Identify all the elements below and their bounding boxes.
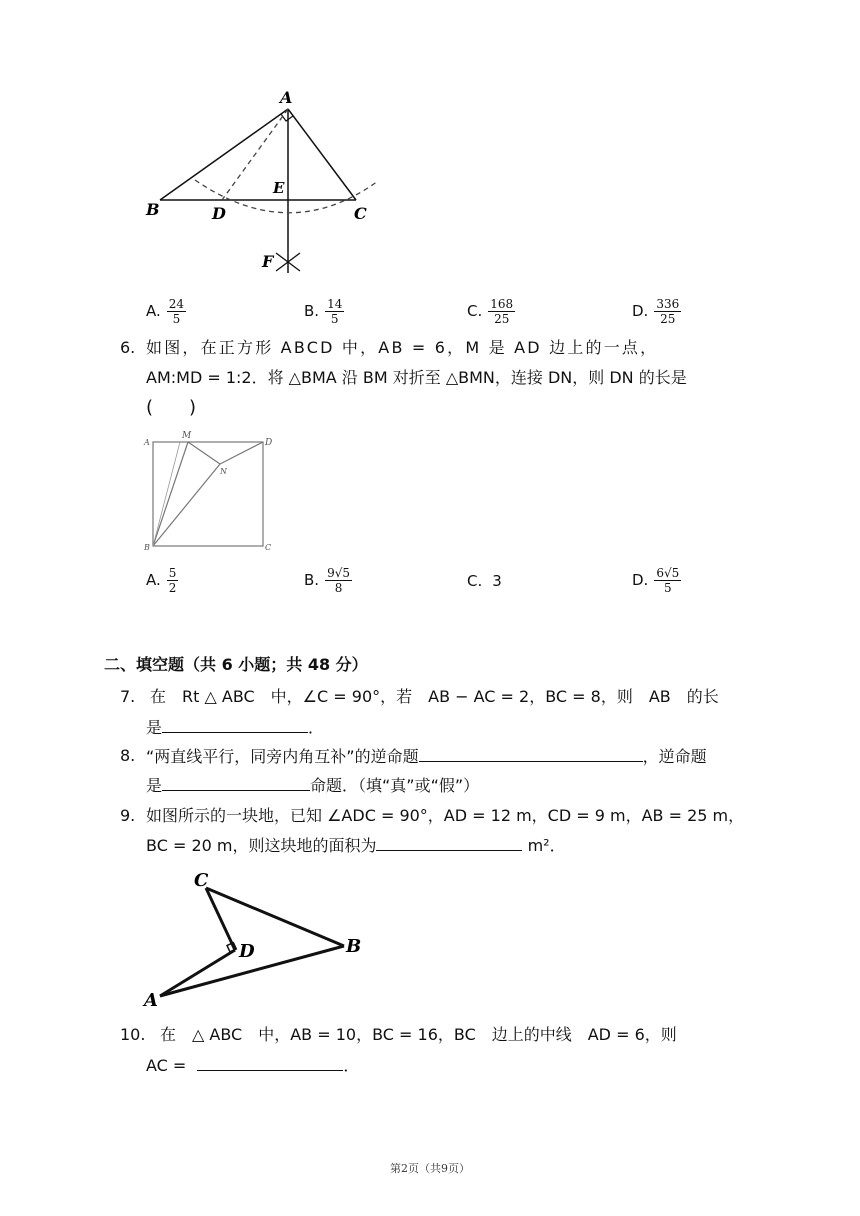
label-d: D [212,204,226,223]
fraction: $\frac{9√5}{8}$ [327,566,350,595]
q6-answer-paren: ( ) [146,397,197,418]
option-letter: B. [304,302,320,320]
square-abcd [153,442,263,546]
label-b: B [144,543,150,552]
q5-figure [140,85,390,275]
section-title: 二、填空题（共 6 小题；共 48 分） [104,655,368,674]
q5-option-b [304,297,344,326]
option-letter: B. [304,571,320,589]
label-n: N [220,467,227,476]
q9-number: 9. [120,806,136,825]
option-letter: D. [632,571,649,589]
q7-line1: 在 Rt △ ABC 中，∠C = 90°，若 AB − AC = 2，BC = 8，则 AB 的长 [150,687,719,706]
label-b: B [146,200,160,219]
option-letter: D. [632,302,649,320]
label-f: F [262,252,274,271]
q8-line2: 是 命题．（填“真”或“假”） [146,776,480,795]
q6-figure [140,428,280,554]
q9-figure [140,864,370,1010]
option-letter: A. [146,302,161,320]
q6-option-d [632,566,681,595]
q7-number: 7. [120,687,136,706]
q9-line2: BC = 20 m，则这块地的面积为 m²． [146,836,566,855]
q10-number: 10. [120,1025,146,1044]
fraction: $\frac{6√5}{5}$ [656,566,680,595]
q5-option-c [467,297,515,326]
option-letter: A. [146,571,161,589]
answer-blank[interactable] [197,1054,343,1071]
option-letter: C. [467,302,483,320]
q10-line1: 在 △ ABC 中，AB = 10，BC = 16，BC 边上的中线 AD = 6，则 [160,1025,677,1044]
side-ac [288,109,356,200]
fraction: $\frac{24}{5}$ [168,297,185,326]
answer-blank[interactable] [376,834,522,851]
side-da [160,950,235,996]
answer-blank[interactable] [162,716,308,733]
answer-blank[interactable] [419,745,643,762]
q5-option-d [632,297,681,326]
label-a: A [144,438,150,447]
q9-line1: 如图所示的一块地，已知 ∠ADC = 90°，AD = 12 m，CD = 9 m，AB = 25 m， [146,806,745,825]
label-d: D [239,941,255,962]
fraction: $\frac{5}{2}$ [168,566,177,595]
option-letter: C. [467,572,483,590]
label-e: E [273,179,285,197]
q8-number: 8. [120,746,136,765]
label-a: A [280,88,293,107]
q6-number: 6. [120,338,136,357]
q10-line2: AC = ． [146,1056,360,1075]
q5-option-a [146,297,186,326]
fraction: $\frac{336}{25}$ [656,297,680,326]
label-c: C [265,543,272,552]
q6-line2: AM:MD = 1:2．将 △BMA 沿 BM 对折至 △BMN，连接 DN，则 DN 的长是 [146,368,687,387]
label-a: A [144,990,158,1010]
fraction: $\frac{14}{5}$ [327,297,343,326]
side-ab [160,109,288,200]
q6-option-b [304,566,352,595]
label-c: C [194,870,209,891]
side-cb [206,888,344,946]
answer-blank[interactable] [162,774,310,791]
option-value: 3 [492,572,502,590]
page-footer: 第2页（共9页） [390,1162,470,1175]
q6-line1: 如图，在正方形 ABCD 中，AB = 6，M 是 AD 边上的一点， [146,338,659,357]
label-m: M [182,431,192,441]
label-c: C [354,204,367,223]
q6-option-a [146,566,178,595]
q6-option-c [467,570,502,592]
q7-line2: 是 ． [146,718,325,737]
q8-line1: “两直线平行，同旁内角互补”的逆命题 ，逆命题 [146,747,707,766]
label-d: D [265,438,273,448]
fraction: $\frac{168}{25}$ [490,297,514,326]
right-angle-mark [281,114,293,121]
label-b: B [346,936,362,957]
